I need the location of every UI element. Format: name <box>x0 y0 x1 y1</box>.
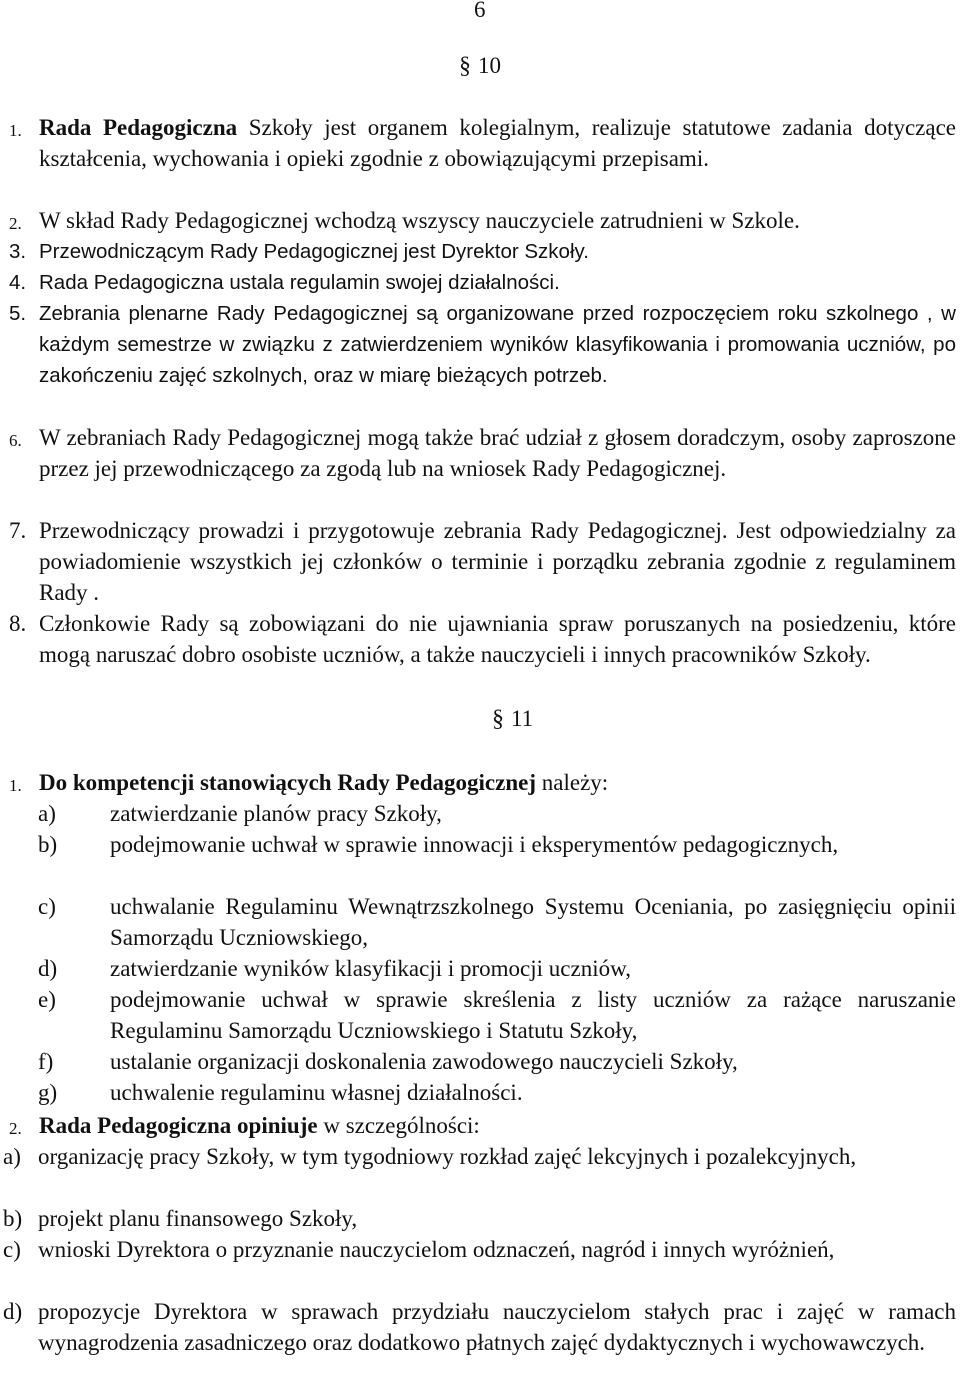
list-text: zatwierdzanie wyników klasyfikacji i promocji uczniów, <box>110 956 631 981</box>
list-text: propozycje Dyrektora w sprawach przydziału nauczycielom stałych prac i zajęć w ramach wynagrodzenia zasadniczego oraz dodatkowo płatnych zajęć dydaktycznych i wychowawczych. <box>38 1299 956 1355</box>
list-letter: b) <box>3 1206 23 1231</box>
paragraph-10-7 <box>9 515 956 608</box>
paragraph-text: w szczególności: <box>317 1113 480 1138</box>
paragraph-number: 2. <box>9 214 22 233</box>
list-item-11-1-g <box>38 1077 956 1108</box>
paragraph-number: 1. <box>9 121 22 140</box>
list-item-11-1-e <box>38 984 956 1046</box>
page-number: 6 <box>474 0 486 22</box>
paragraph-number: 3. <box>9 240 27 263</box>
list-text: organizację pracy Szkoły, w tym tygodniowy rozkład zajęć lekcyjnych i pozalekcyjnych, <box>38 1144 857 1169</box>
paragraph-10-1 <box>9 112 956 174</box>
paragraph-text: Przewodniczący prowadzi i przygotowuje zebrania Rady Pedagogicznej. Jest odpowiedzialny za powiadomienie wszystkich jej członków o terminie i porządku zebrania zgodnie z regulaminem Rady . <box>39 518 956 605</box>
list-item-11-2-c <box>3 1234 956 1265</box>
list-text: zatwierdzanie planów pracy Szkoły, <box>110 801 442 826</box>
list-text: podejmowanie uchwał w sprawie innowacji i eksperymentów pedagogicznych, <box>110 832 839 857</box>
paragraph-text: Szkoły jest organem kolegialnym, realizuje statutowe zadania dotyczące kształcenia, wychowania i opieki zgodnie z obowiązującymi przepisami. <box>39 115 956 171</box>
list-letter: c) <box>3 1237 21 1262</box>
section-number: 11 <box>511 706 534 731</box>
list-item-11-1-b <box>38 829 956 860</box>
bold-term: Do kompetencji stanowiących Rady Pedagogicznej <box>39 770 537 795</box>
paragraph-10-4 <box>9 267 956 298</box>
paragraph-text: Członkowie Rady są zobowiązani do nie ujawniania spraw poruszanych na posiedzeniu, które mogą naruszać dobro osobiste uczniów, a także nauczycieli i innych pracowników Szkoły. <box>39 611 956 667</box>
paragraph-number: 7. <box>9 518 27 543</box>
section-heading-11 <box>492 705 533 733</box>
paragraph-10-6 <box>9 422 956 484</box>
list-item-11-1-c <box>38 891 956 953</box>
list-letter: c) <box>38 894 56 919</box>
list-letter: e) <box>38 987 56 1012</box>
paragraph-text: Zebrania plenarne Rady Pedagogicznej są organizowane przed rozpoczęciem roku szkolnego , w każdym semestrze w związku z zatwierdzeniem wyników klasyfikowania i promowania uczniów, po zakończeniu zajęć szkolnych, oraz w miarę bieżących potrzeb. <box>39 302 956 387</box>
paragraph-10-8 <box>9 608 956 670</box>
list-item-11-2-a <box>3 1141 956 1172</box>
paragraph-number: 2. <box>9 1119 22 1138</box>
paragraph-10-3 <box>9 236 956 267</box>
paragraph-10-2 <box>9 205 956 236</box>
list-text: projekt planu finansowego Szkoły, <box>38 1206 358 1231</box>
paragraph-number: 1. <box>9 776 22 795</box>
paragraph-text: Przewodniczącym Rady Pedagogicznej jest Dyrektor Szkoły. <box>39 240 589 263</box>
list-text: wnioski Dyrektora o przyznanie nauczycielom odznaczeń, nagród i innych wyróżnień, <box>38 1237 835 1262</box>
paragraph-text: W zebraniach Rady Pedagogicznej mogą także brać udział z głosem doradczym, osoby zaproszone przez jej przewodniczącego za zgodą lub na wniosek Rady Pedagogicznej. <box>39 425 956 481</box>
paragraph-number: 6. <box>9 431 22 450</box>
paragraph-number: 8. <box>9 611 27 636</box>
list-item-11-2-b <box>3 1203 956 1234</box>
list-text: uchwalanie Regulaminu Wewnątrzszkolnego Systemu Oceniania, po zasięgnięciu opinii Samorządu Uczniowskiego, <box>110 894 956 950</box>
list-text: uchwalenie regulaminu własnej działalności. <box>110 1080 523 1105</box>
list-item-11-2-d <box>3 1296 956 1358</box>
paragraph-11-2 <box>9 1110 956 1141</box>
section-sign: § <box>492 706 504 732</box>
list-letter: b) <box>38 832 58 857</box>
section-number: 10 <box>478 53 501 78</box>
paragraph-text: należy: <box>536 770 609 795</box>
list-letter: a) <box>3 1144 21 1169</box>
paragraph-11-1 <box>9 767 956 798</box>
list-item-11-1-f <box>38 1046 956 1077</box>
list-letter: f) <box>38 1049 54 1074</box>
list-text: ustalanie organizacji doskonalenia zawodowego nauczycieli Szkoły, <box>110 1049 738 1074</box>
section-heading-10 <box>459 52 501 80</box>
list-text: podejmowanie uchwał w sprawie skreślenia z listy uczniów za rażące naruszanie Regulaminu Samorządu Uczniowskiego i Statutu Szkoły, <box>110 987 956 1043</box>
paragraph-10-5 <box>9 298 956 391</box>
list-item-11-1-d <box>38 953 956 984</box>
list-letter: d) <box>38 956 58 981</box>
bold-term: Rada Pedagogiczna opiniuje <box>39 1113 318 1138</box>
section-sign: § <box>459 53 471 79</box>
list-letter: g) <box>38 1080 58 1105</box>
paragraph-number: 5. <box>9 302 27 325</box>
list-letter: a) <box>38 801 56 826</box>
paragraph-text: Rada Pedagogiczna ustala regulamin swojej działalności. <box>39 271 560 294</box>
list-item-11-1-a <box>38 798 956 829</box>
list-letter: d) <box>3 1299 23 1324</box>
paragraph-text: W skład Rady Pedagogicznej wchodzą wszyscy nauczyciele zatrudnieni w Szkole. <box>39 208 800 233</box>
paragraph-number: 4. <box>9 271 27 294</box>
bold-term: Rada Pedagogiczna <box>39 115 238 140</box>
